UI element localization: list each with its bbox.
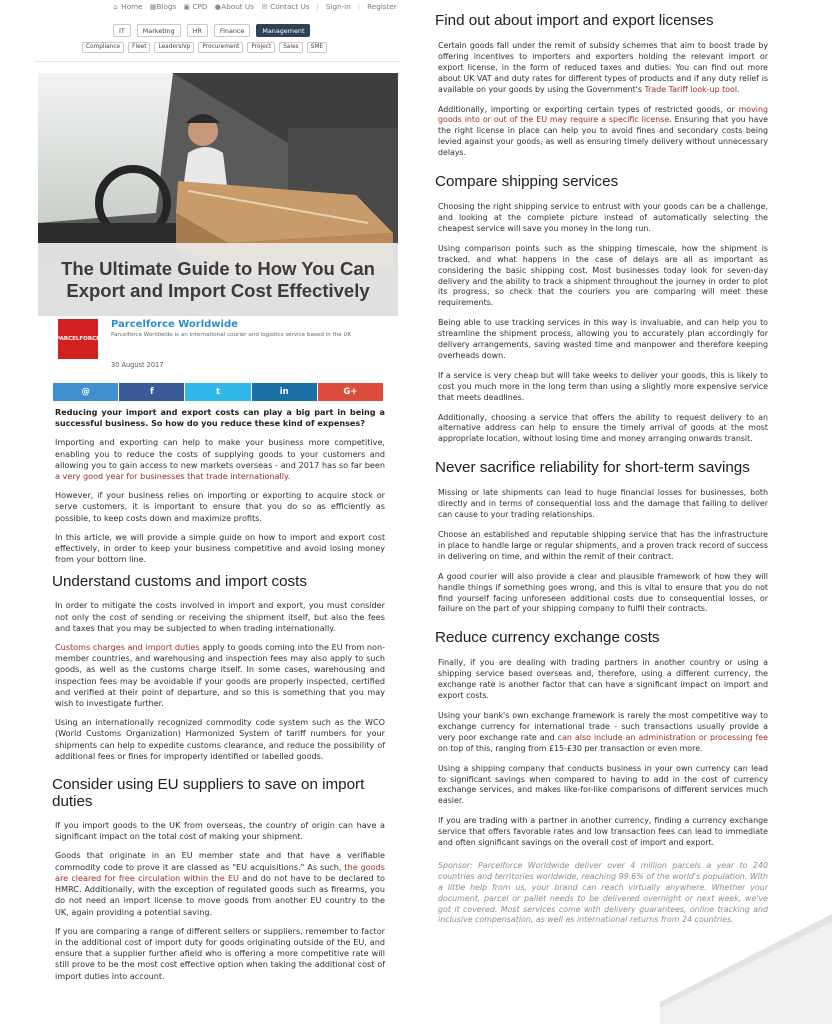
subcategory-tabs xyxy=(82,42,327,53)
subcategory-sales[interactable]: Sales xyxy=(279,42,302,53)
paragraph: If you are comparing a range of different sellers or suppliers, remember to factor in the additional cost of import duty for goods originating outside of the EU, and ensure that a supplier further afield who is offering a more competitive rate will still prove to be the most cost effective option when taking the additional cost of import duties into account. xyxy=(55,925,385,981)
nav-about[interactable]: ●About Us xyxy=(214,2,254,11)
inline-link[interactable]: a very good year for businesses that trade internationally xyxy=(55,471,288,482)
header-divider xyxy=(34,61,400,62)
section-heading-eu-suppliers: Consider using EU suppliers to save on import duties xyxy=(52,776,365,811)
twitter-icon: t xyxy=(215,387,221,397)
section-heading-reliability: Never sacrifice reliability for short-term savings xyxy=(435,459,750,477)
user-icon: ● xyxy=(214,3,221,11)
paragraph: Finally, if you are dealing with trading partners in another country or using a shipping service based overseas and, therefore, using a different currency, the exchange rate is another factor that can have a significant impact on import and export costs. xyxy=(438,658,768,701)
paragraph: Additionally, choosing a service that offers the ability to request delivery to an alternative address can help to ensure the timely arrival of goods at the most appropriate location, without losing time and money arranging onwards transit. xyxy=(438,412,768,444)
article-title: The Ultimate Guide to How You Can Export and Import Cost Effectively xyxy=(38,243,398,316)
left-column xyxy=(0,0,414,1024)
paragraph: Certain goods fall under the remit of subsidy schemes that aim to boost trade by offering incentives to importers and exporters holding the relevant import or export license, in the form of reduced taxes and duties. You can find out more about UK VAT and duty rates for different types of products and if any duty relief is available on your goods by using the Government's Trade Tariff look-up tool. xyxy=(438,41,768,94)
mail-icon: ✉ xyxy=(261,3,268,11)
paragraph: If a service is very cheap but will take weeks to deliver your goods, this is likely to cost you much more in the long term than using a slightly more expensive service that meets deadlines. xyxy=(438,370,768,402)
share-email-button[interactable] xyxy=(53,383,118,401)
paragraph: Choosing the right shipping service to entrust with your goods can be a challenge, and looking at the complete picture instead of automatically selecting the cheapest service will save you money in the long run. xyxy=(438,202,768,233)
subcategory-fleet[interactable]: Fleet xyxy=(128,42,150,53)
author-logo[interactable]: PARCELFORCE xyxy=(58,319,98,359)
blog-icon: ▦ xyxy=(149,3,157,11)
nav-home[interactable]: ⌂ Home xyxy=(113,2,143,11)
inline-link[interactable]: can also include an administration or processing fee xyxy=(557,732,769,742)
category-hr[interactable]: HR xyxy=(187,24,208,37)
share-facebook-button[interactable] xyxy=(119,383,184,401)
section-heading-currency: Reduce currency exchange costs xyxy=(435,629,660,647)
nav-divider: | xyxy=(316,2,319,11)
nav-cpd[interactable]: ▣ CPD xyxy=(183,2,208,11)
email-icon: @ xyxy=(81,387,90,397)
inline-link[interactable]: moving goods into or out of the EU may require a specific license xyxy=(438,104,768,125)
sponsor-note: Sponsor: Parcelforce Worldwide deliver over 4 million parcels a year to 240 countries and territories worldwide, reaching 99.6% of the world's population. With a little help from us, your brand can reach virtually anywhere. Whether your document, parcel or pallet needs to be delivered overnight or next week, we've got it covered. Most services come with delivery guarantees, online tracking and inclusive compensation, as well as international returns from 24 countries. xyxy=(438,860,768,925)
google-plus-icon: G+ xyxy=(343,387,358,397)
paragraph: Customs charges and import duties apply to goods coming into the EU from non-member countries, and warehousing and inspection fees may also apply to such goods, as well as the customs charge itself. In some cases, warehousing and inspection fees may be avoidable if your goods are properly inspected, certified and verified at their point of departure, and so this is something that you may wish to investigate further. xyxy=(55,642,385,709)
facebook-icon: f xyxy=(149,387,154,397)
subcategory-project[interactable]: Project xyxy=(247,42,275,53)
inline-link[interactable]: Customs charges and import duties xyxy=(55,642,200,653)
paragraph: Additionally, importing or exporting certain types of restricted goods, or moving goods into or out of the EU may require a specific license. Ensuring that you have the right license in place can help you to avoid fines and secondary costs being levied against your goods, as well as ensuring timely delivery without unnecessary delays. xyxy=(438,104,768,158)
paragraph: In this article, we will provide a simple guide on how to import and export cost effectively, in order to keep your business competitive and avoid losing money from your bottom line. xyxy=(55,531,385,565)
nav-divider: | xyxy=(357,2,361,11)
paragraph: Goods that originate in an EU member state and that have a verifiable commodity code to prove it are classed as "EU acquisitions." As such, the goods are cleared for free circulation within the EU and do not have to be declared to HMRC. Additionally, with the exception of regulated goods such as firearms, you do not need an import license to move goods from another EU country to the UK, again providing a potential saving. xyxy=(55,850,385,917)
section-heading-shipping: Compare shipping services xyxy=(435,173,619,191)
category-management[interactable]: Management xyxy=(256,24,310,37)
category-finance[interactable]: Finance xyxy=(214,24,250,37)
paragraph: Using a shipping company that conducts business in your own currency can lead to significant savings when compared to having to add in the cost of currency exchange services, and makes like-for-like comparisons of different services much easier. xyxy=(438,763,768,806)
subcategory-procurement[interactable]: Procurement xyxy=(198,42,243,53)
category-tabs xyxy=(113,24,310,37)
paragraph: If you are trading with a partner in another currency, finding a currency exchange service that offers favorable rates and low transaction fees can lead to immediate and often significant savings on the overall cost of import and export. xyxy=(438,816,768,848)
paragraph: Missing or late shipments can lead to huge financial losses for businesses, both directly and in terms of consequential loss and the damage that failing to deliver can cause to your trading relationships. xyxy=(438,488,768,520)
section-heading-licenses: Find out about import and export licenses xyxy=(435,12,714,29)
publish-date: 30 August 2017 xyxy=(111,361,164,369)
article-body-right xyxy=(435,12,769,935)
paragraph: A good courier will also provide a clear and plausible framework of how they will handle things if something goes wrong, and this is vital to ensure that you do not find yourself facing unforeseen additional costs due to consequential losses, or failure on the part of your shipping company to fulfil their contracts. xyxy=(438,571,768,614)
share-linkedin-button[interactable] xyxy=(252,383,317,401)
paragraph: If you import goods to the UK from overseas, the country of origin can have a significant impact on the total cost of making your shipment. xyxy=(55,820,385,842)
paragraph: Importing and exporting can help to make your business more competitive, enabling you to reduce the costs of supplying goods to your customers and allowing you to gain access to new markets overseas - and 2017 has so far been a very good year for businesses that trade internationally. xyxy=(55,437,385,482)
author-card xyxy=(58,319,403,371)
paragraph: Using an internationally recognized commodity code system such as the WCO (World Customs Organization) Harmonized System of tariff numbers for your shipments can help to expedite customs clearance, and reduce the possibility of additional fees or fines for improperly identified or labelled goods. xyxy=(55,717,385,761)
share-google-button[interactable] xyxy=(318,383,383,401)
author-name-link[interactable]: Parcelforce Worldwide xyxy=(111,319,238,330)
nav-contact[interactable]: ✉ Contact Us xyxy=(261,2,310,11)
inline-link[interactable]: the goods are cleared for free circulation within the EU xyxy=(55,861,385,883)
subcategory-sme[interactable]: SME xyxy=(307,42,327,53)
category-marketing[interactable]: Marketing xyxy=(137,24,181,37)
subcategory-leadership[interactable]: Leadership xyxy=(154,42,194,53)
paragraph: Choose an established and reputable shipping service that has the infrastructure in place to handle large or regular shipments, and a proven track record of success in delivering on time, and within the remit of their contract. xyxy=(438,530,768,561)
home-icon: ⌂ xyxy=(113,3,118,11)
inline-link[interactable]: Trade Tariff look-up tool xyxy=(644,84,738,94)
article-body-left xyxy=(52,407,385,990)
section-heading-customs: Understand customs and import costs xyxy=(52,573,307,591)
author-description: Parcelforce Worldwide is an international courier and logistics service based in the UK xyxy=(111,332,352,338)
nav-signin[interactable]: Sign-in xyxy=(325,2,351,11)
paragraph: However, if your business relies on importing or exporting to acquire stock or serve customers, it is important to ensure that you do so as efficiently as possible, to keep costs down and maximize profits. xyxy=(55,490,385,523)
linkedin-icon: in xyxy=(279,387,289,397)
nav-register[interactable]: Register xyxy=(367,2,397,11)
hero-image xyxy=(38,73,398,316)
share-twitter-button[interactable] xyxy=(185,383,250,401)
paragraph: Being able to use tracking services in this way is invaluable, and can help you to streamline the shipment process, allowing you to accurately plan accordingly for delivery arrangements, saving wasted time and manpower and therefore keeping overheads down. xyxy=(438,318,768,360)
cpd-icon: ▣ xyxy=(183,3,190,11)
paragraph: Using your bank's own exchange framework is rarely the most competitive way to exchange currency for international trade - such transactions usually provide a very poor exchange rate and can also include an administration or processing fee on top of this, ranging from £15-£30 per transaction or even more. xyxy=(438,710,769,753)
nav-blogs[interactable]: ▦Blogs xyxy=(149,2,177,11)
paragraph: Using comparison points such as the shipping timescale, how the shipment is tracked, and what happens in the case of delays are all as important as considering the basic shipping cost. Most businesses today look for seven-day delivery and the ability to track a shipment throughout the journey in order to plot its progress, so check that the couriers you are comparing will meet these requirements. xyxy=(438,243,768,308)
article-intro: Reducing your import and export costs can play a big part in being a successful business. So how do you reduce these kind of expenses? xyxy=(55,407,385,429)
subcategory-compliance[interactable]: Compliance xyxy=(82,42,124,53)
top-navigation xyxy=(112,2,412,14)
share-bar xyxy=(53,383,383,401)
paragraph: In order to mitigate the costs involved in import and export, you must consider not only the cost of sending or receiving the shipment itself, but also the fees and taxes that you may be subjected to when trading internationally. xyxy=(55,600,385,633)
right-column xyxy=(430,0,832,1024)
category-it[interactable]: IT xyxy=(113,24,131,37)
